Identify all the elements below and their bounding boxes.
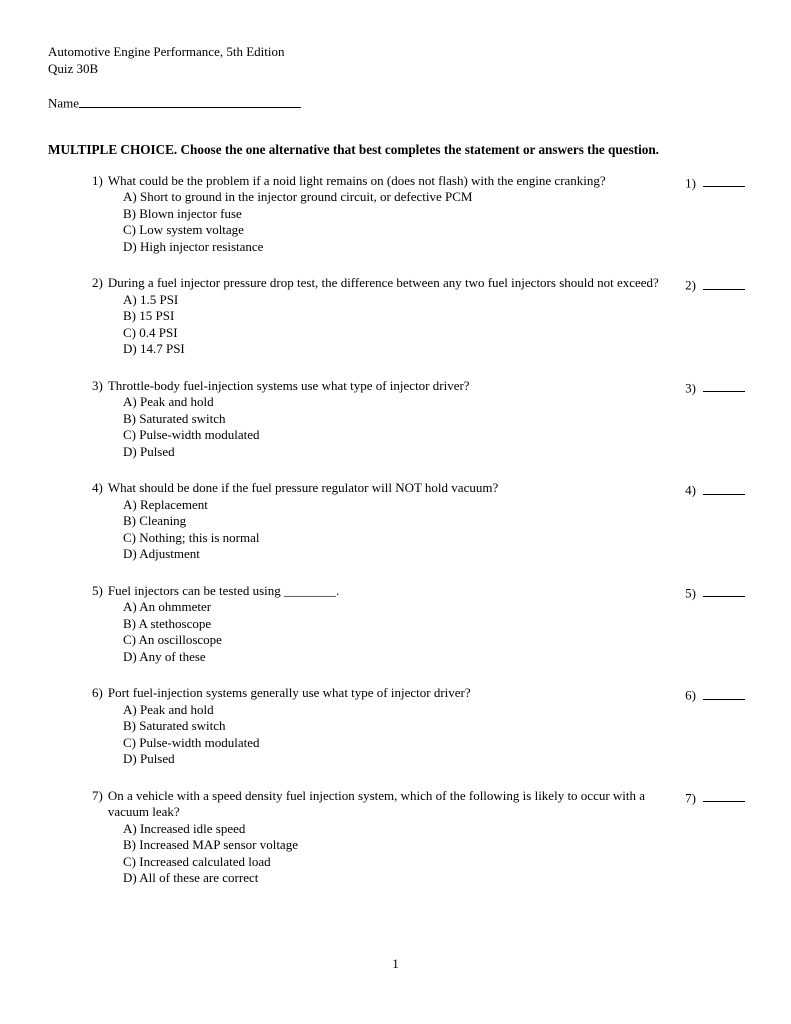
question-block <box>92 583 745 666</box>
choices-list <box>123 189 672 255</box>
choice: A) Short to ground in the injector ground circuit, or defective PCM <box>123 189 473 205</box>
choice: D) Any of these <box>123 648 206 664</box>
answer-blank <box>703 685 745 700</box>
choice: D) Pulsed <box>123 443 175 459</box>
question-line <box>92 788 672 821</box>
question-text: On a vehicle with a speed density fuel injection system, which of the following is likely to occur with a vacuum leak? <box>107 787 646 820</box>
question-text: During a fuel injector pressure drop test, the difference between any two fuel injectors should not exceed? <box>107 275 659 291</box>
question-text: What should be done if the fuel pressure regulator will NOT hold vacuum? <box>107 480 499 496</box>
question-main <box>92 788 672 887</box>
name-blank-line <box>79 93 301 108</box>
choices-list <box>123 292 672 358</box>
question-line <box>92 480 672 497</box>
choice: A) 1.5 PSI <box>123 291 179 307</box>
choice: A) Increased idle speed <box>123 820 246 836</box>
question-text: Fuel injectors can be tested using ________. <box>107 582 340 598</box>
choice: A) Replacement <box>123 496 208 512</box>
question-line <box>92 378 672 395</box>
answer-number: 1) <box>685 175 696 191</box>
choice: C) Increased calculated load <box>123 853 271 869</box>
choice: D) 14.7 PSI <box>123 341 185 357</box>
question-line <box>92 685 672 702</box>
answer-area <box>685 583 745 602</box>
question-main <box>92 275 672 358</box>
name-label: Name <box>48 95 80 111</box>
answer-area <box>685 275 745 294</box>
choices-list <box>123 394 672 460</box>
choice: B) A stethoscope <box>123 615 212 631</box>
choice: C) Pulse-width modulated <box>123 427 260 443</box>
answer-blank <box>703 583 745 598</box>
question-block <box>92 685 745 768</box>
document-subtitle: Quiz 30B <box>48 60 99 76</box>
instruction-text: MULTIPLE CHOICE. Choose the one alternative that best completes the statement or answers the question. <box>48 142 659 158</box>
name-row <box>48 93 745 112</box>
answer-number: 6) <box>685 687 696 703</box>
question-main <box>92 685 672 768</box>
answer-number: 4) <box>685 482 696 498</box>
answer-blank <box>703 173 745 188</box>
question-number: 1) <box>92 172 103 188</box>
choice: B) Increased MAP sensor voltage <box>123 837 298 853</box>
question-text: Port fuel-injection systems generally use what type of injector driver? <box>107 685 471 701</box>
choices-list <box>123 497 672 563</box>
choice: B) Cleaning <box>123 513 187 529</box>
choices-list <box>123 702 672 768</box>
answer-number: 3) <box>685 380 696 396</box>
question-text: What could be the problem if a noid light remains on (does not flash) with the engine cranking? <box>107 172 606 188</box>
answer-area <box>685 173 745 192</box>
question-number: 4) <box>92 480 103 496</box>
choice: C) 0.4 PSI <box>123 324 178 340</box>
answer-blank <box>703 378 745 393</box>
question-number: 3) <box>92 377 103 393</box>
question-block <box>92 173 745 256</box>
choice: C) Nothing; this is normal <box>123 529 260 545</box>
choice: C) Pulse-width modulated <box>123 734 260 750</box>
question-number: 6) <box>92 685 103 701</box>
answer-number: 2) <box>685 277 696 293</box>
question-number: 7) <box>92 787 103 803</box>
choice: B) Saturated switch <box>123 410 226 426</box>
answer-blank <box>703 275 745 290</box>
answer-number: 7) <box>685 790 696 806</box>
choice: D) Adjustment <box>123 546 200 562</box>
choice: D) High injector resistance <box>123 238 264 254</box>
answer-area <box>685 788 745 807</box>
question-main <box>92 583 672 666</box>
question-block <box>92 788 745 887</box>
choices-list <box>123 599 672 665</box>
questions-list <box>48 173 745 887</box>
question-block <box>92 480 745 563</box>
choice: A) An ohmmeter <box>123 599 212 615</box>
answer-area <box>685 480 745 499</box>
answer-area <box>685 378 745 397</box>
question-main <box>92 378 672 461</box>
answer-area <box>685 685 745 704</box>
choices-list <box>123 821 672 887</box>
choice: C) Low system voltage <box>123 222 244 238</box>
question-line <box>92 173 672 190</box>
page-number: 1 <box>392 955 399 971</box>
question-number: 2) <box>92 275 103 291</box>
choice: B) 15 PSI <box>123 308 175 324</box>
question-main <box>92 480 672 563</box>
question-line <box>92 275 672 292</box>
question-text: Throttle-body fuel-injection systems use what type of injector driver? <box>107 377 470 393</box>
question-block <box>92 275 745 358</box>
choice: D) All of these are correct <box>123 870 259 886</box>
choice: D) Pulsed <box>123 751 175 767</box>
question-main <box>92 173 672 256</box>
answer-number: 5) <box>685 585 696 601</box>
answer-blank <box>703 480 745 495</box>
choice: B) Saturated switch <box>123 718 226 734</box>
choice: B) Blown injector fuse <box>123 205 242 221</box>
choice: C) An oscilloscope <box>123 632 222 648</box>
document-title: Automotive Engine Performance, 5th Edition <box>48 44 285 59</box>
question-number: 5) <box>92 582 103 598</box>
question-line <box>92 583 672 600</box>
question-block <box>92 378 745 461</box>
choice: A) Peak and hold <box>123 394 214 410</box>
choice: A) Peak and hold <box>123 701 214 717</box>
answer-blank <box>703 788 745 803</box>
